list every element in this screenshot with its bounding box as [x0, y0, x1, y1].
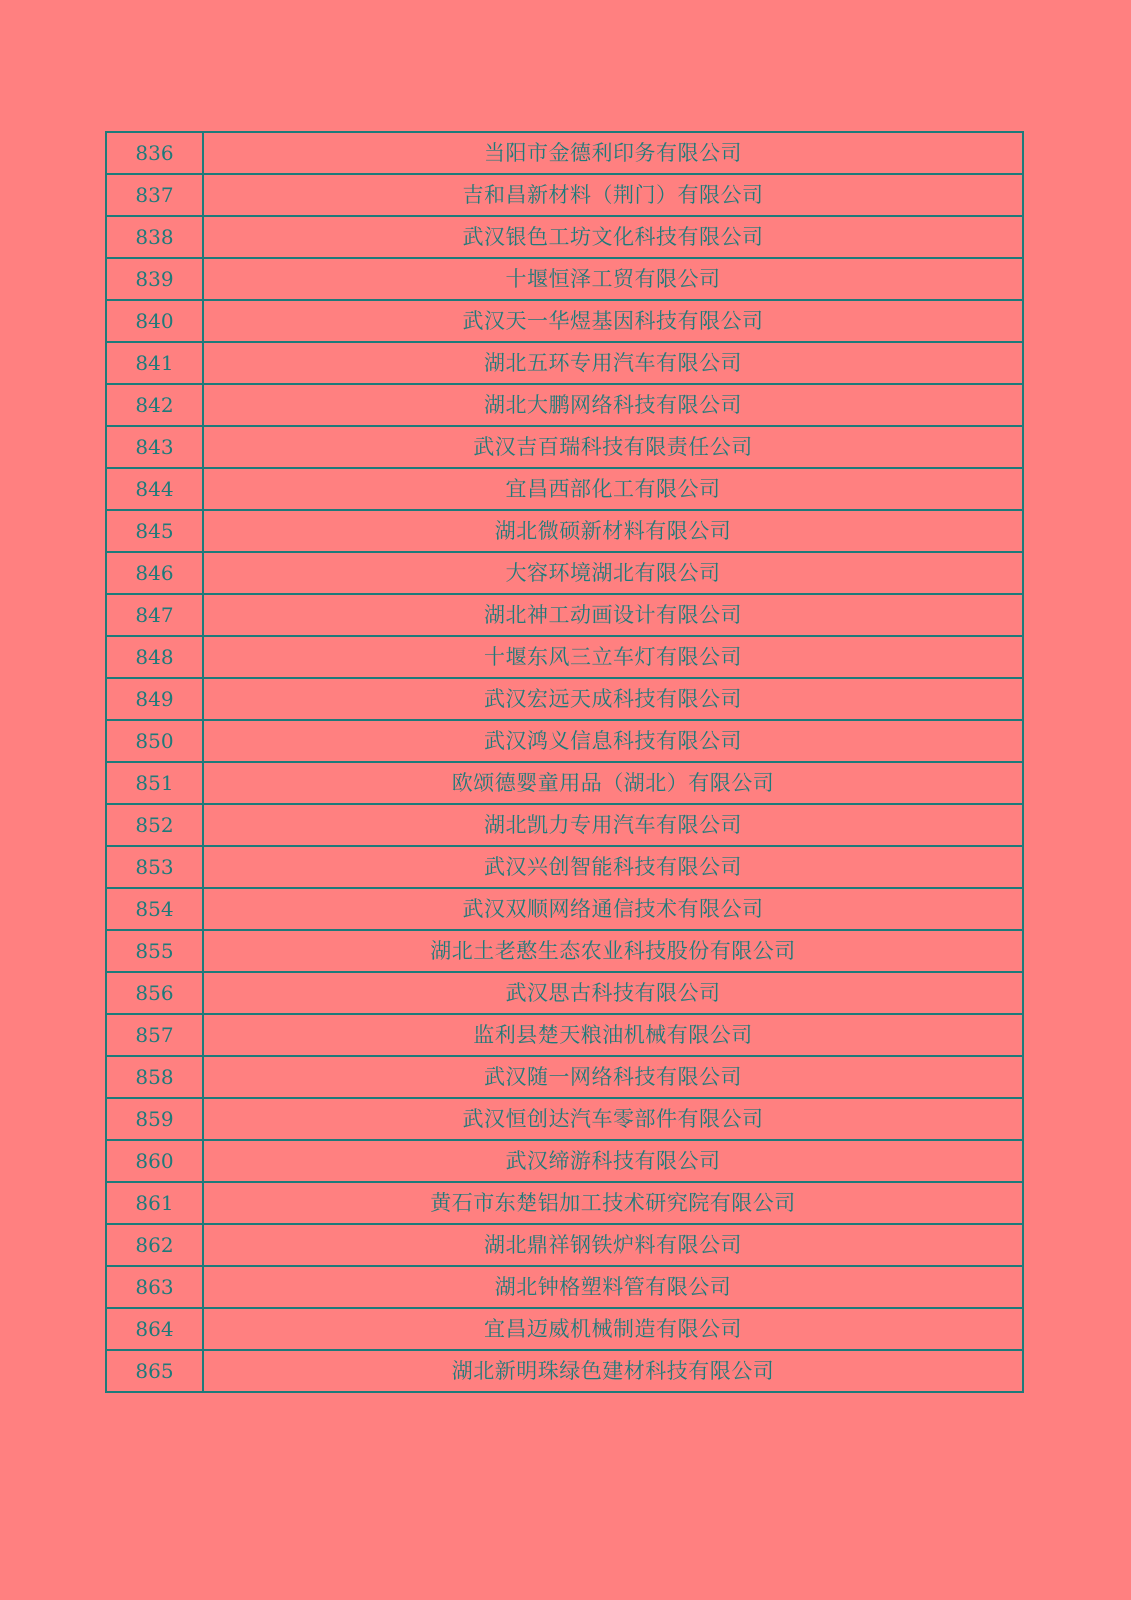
row-number: 851 — [106, 762, 203, 804]
company-name: 宜昌西部化工有限公司 — [203, 468, 1023, 510]
company-list-body — [106, 132, 1023, 1392]
row-number: 856 — [106, 972, 203, 1014]
company-name: 湖北钟格塑料管有限公司 — [203, 1266, 1023, 1308]
company-name: 武汉天一华煜基因科技有限公司 — [203, 300, 1023, 342]
row-number: 854 — [106, 888, 203, 930]
table-row — [106, 636, 1023, 678]
row-number: 855 — [106, 930, 203, 972]
row-number: 861 — [106, 1182, 203, 1224]
company-name: 湖北大鹏网络科技有限公司 — [203, 384, 1023, 426]
row-number: 839 — [106, 258, 203, 300]
table-row — [106, 1140, 1023, 1182]
row-number: 846 — [106, 552, 203, 594]
table-row — [106, 1014, 1023, 1056]
company-name: 武汉双顺网络通信技术有限公司 — [203, 888, 1023, 930]
company-name: 监利县楚天粮油机械有限公司 — [203, 1014, 1023, 1056]
row-number: 860 — [106, 1140, 203, 1182]
company-name: 欧颂德婴童用品（湖北）有限公司 — [203, 762, 1023, 804]
company-name: 湖北土老憨生态农业科技股份有限公司 — [203, 930, 1023, 972]
company-name: 湖北鼎祥钢铁炉料有限公司 — [203, 1224, 1023, 1266]
table-row — [106, 1350, 1023, 1392]
row-number: 844 — [106, 468, 203, 510]
table-row — [106, 552, 1023, 594]
row-number: 864 — [106, 1308, 203, 1350]
table-row — [106, 1056, 1023, 1098]
row-number: 852 — [106, 804, 203, 846]
company-name: 武汉随一网络科技有限公司 — [203, 1056, 1023, 1098]
company-name: 黄石市东楚铝加工技术研究院有限公司 — [203, 1182, 1023, 1224]
company-name: 当阳市金德利印务有限公司 — [203, 132, 1023, 174]
row-number: 843 — [106, 426, 203, 468]
table-row — [106, 1266, 1023, 1308]
company-name: 湖北五环专用汽车有限公司 — [203, 342, 1023, 384]
table-row — [106, 510, 1023, 552]
table-row — [106, 300, 1023, 342]
company-name: 武汉兴创智能科技有限公司 — [203, 846, 1023, 888]
table-row — [106, 384, 1023, 426]
table-row — [106, 1308, 1023, 1350]
table-row — [106, 762, 1023, 804]
row-number: 865 — [106, 1350, 203, 1392]
table-row — [106, 678, 1023, 720]
table-row — [106, 132, 1023, 174]
row-number: 853 — [106, 846, 203, 888]
company-name: 武汉思古科技有限公司 — [203, 972, 1023, 1014]
row-number: 840 — [106, 300, 203, 342]
company-name: 十堰恒泽工贸有限公司 — [203, 258, 1023, 300]
row-number: 838 — [106, 216, 203, 258]
company-name: 湖北微硕新材料有限公司 — [203, 510, 1023, 552]
row-number: 862 — [106, 1224, 203, 1266]
table-row — [106, 804, 1023, 846]
table-row — [106, 342, 1023, 384]
table-row — [106, 1182, 1023, 1224]
company-name: 武汉银色工坊文化科技有限公司 — [203, 216, 1023, 258]
row-number: 857 — [106, 1014, 203, 1056]
table-row — [106, 972, 1023, 1014]
company-name: 宜昌迈威机械制造有限公司 — [203, 1308, 1023, 1350]
company-name: 武汉恒创达汽车零部件有限公司 — [203, 1098, 1023, 1140]
company-name: 武汉吉百瑞科技有限责任公司 — [203, 426, 1023, 468]
row-number: 845 — [106, 510, 203, 552]
row-number: 863 — [106, 1266, 203, 1308]
table-row — [106, 720, 1023, 762]
row-number: 858 — [106, 1056, 203, 1098]
table-row — [106, 930, 1023, 972]
company-list-table — [105, 131, 1024, 1393]
row-number: 850 — [106, 720, 203, 762]
company-name: 武汉鸿义信息科技有限公司 — [203, 720, 1023, 762]
company-name: 武汉缔游科技有限公司 — [203, 1140, 1023, 1182]
company-name: 湖北新明珠绿色建材科技有限公司 — [203, 1350, 1023, 1392]
row-number: 842 — [106, 384, 203, 426]
row-number: 849 — [106, 678, 203, 720]
company-name: 大容环境湖北有限公司 — [203, 552, 1023, 594]
company-name: 十堰东风三立车灯有限公司 — [203, 636, 1023, 678]
company-name: 湖北凯力专用汽车有限公司 — [203, 804, 1023, 846]
table-row — [106, 846, 1023, 888]
row-number: 848 — [106, 636, 203, 678]
company-name: 武汉宏远天成科技有限公司 — [203, 678, 1023, 720]
table-row — [106, 174, 1023, 216]
table-row — [106, 1098, 1023, 1140]
table-row — [106, 888, 1023, 930]
table-row — [106, 594, 1023, 636]
row-number: 836 — [106, 132, 203, 174]
company-name: 吉和昌新材料（荆门）有限公司 — [203, 174, 1023, 216]
table-row — [106, 216, 1023, 258]
row-number: 847 — [106, 594, 203, 636]
company-name: 湖北神工动画设计有限公司 — [203, 594, 1023, 636]
table-row — [106, 426, 1023, 468]
row-number: 837 — [106, 174, 203, 216]
row-number: 859 — [106, 1098, 203, 1140]
row-number: 841 — [106, 342, 203, 384]
table-row — [106, 1224, 1023, 1266]
table-row — [106, 258, 1023, 300]
table-row — [106, 468, 1023, 510]
